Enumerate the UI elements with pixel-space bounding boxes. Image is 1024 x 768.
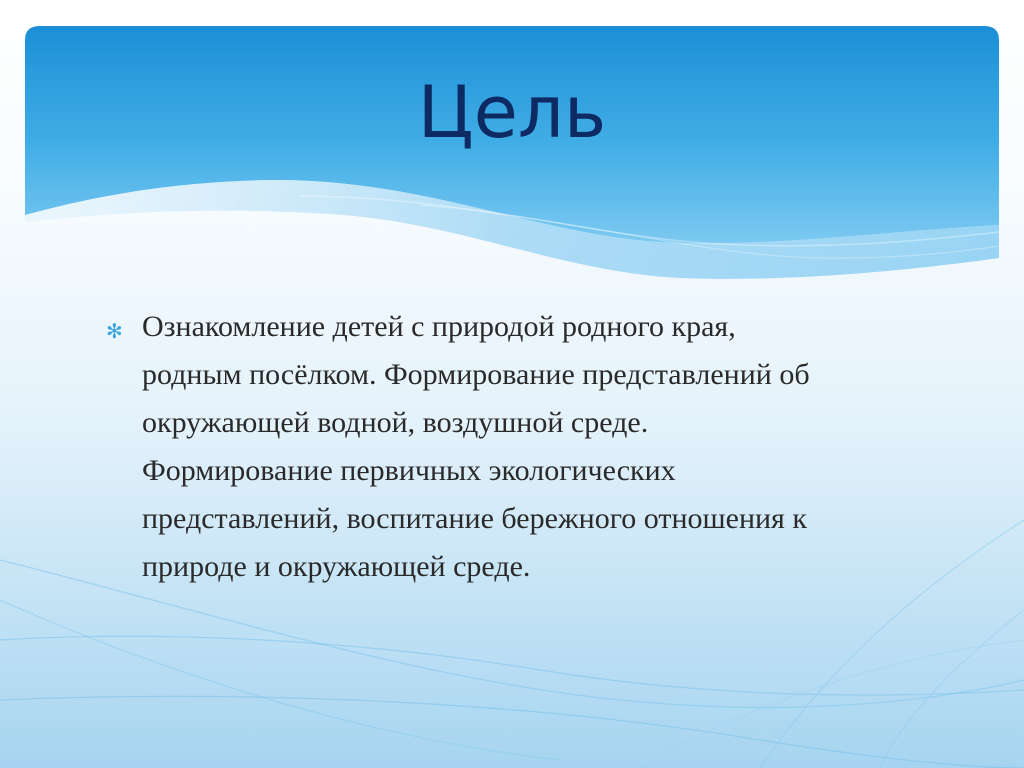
bullet-list bbox=[104, 303, 904, 591]
asterisk-bullet-icon: ✻ bbox=[106, 319, 123, 343]
bullet-text: Ознакомление детей с природой родного края, родным посёлком. Формирование представлений об окружающей водной, воздушной среде. Формирование первичных экологических представлений, воспитание бережного отношения к природе и окружающей среде. bbox=[142, 310, 810, 583]
slide-title: Цель bbox=[417, 70, 607, 154]
list-item bbox=[104, 303, 904, 591]
